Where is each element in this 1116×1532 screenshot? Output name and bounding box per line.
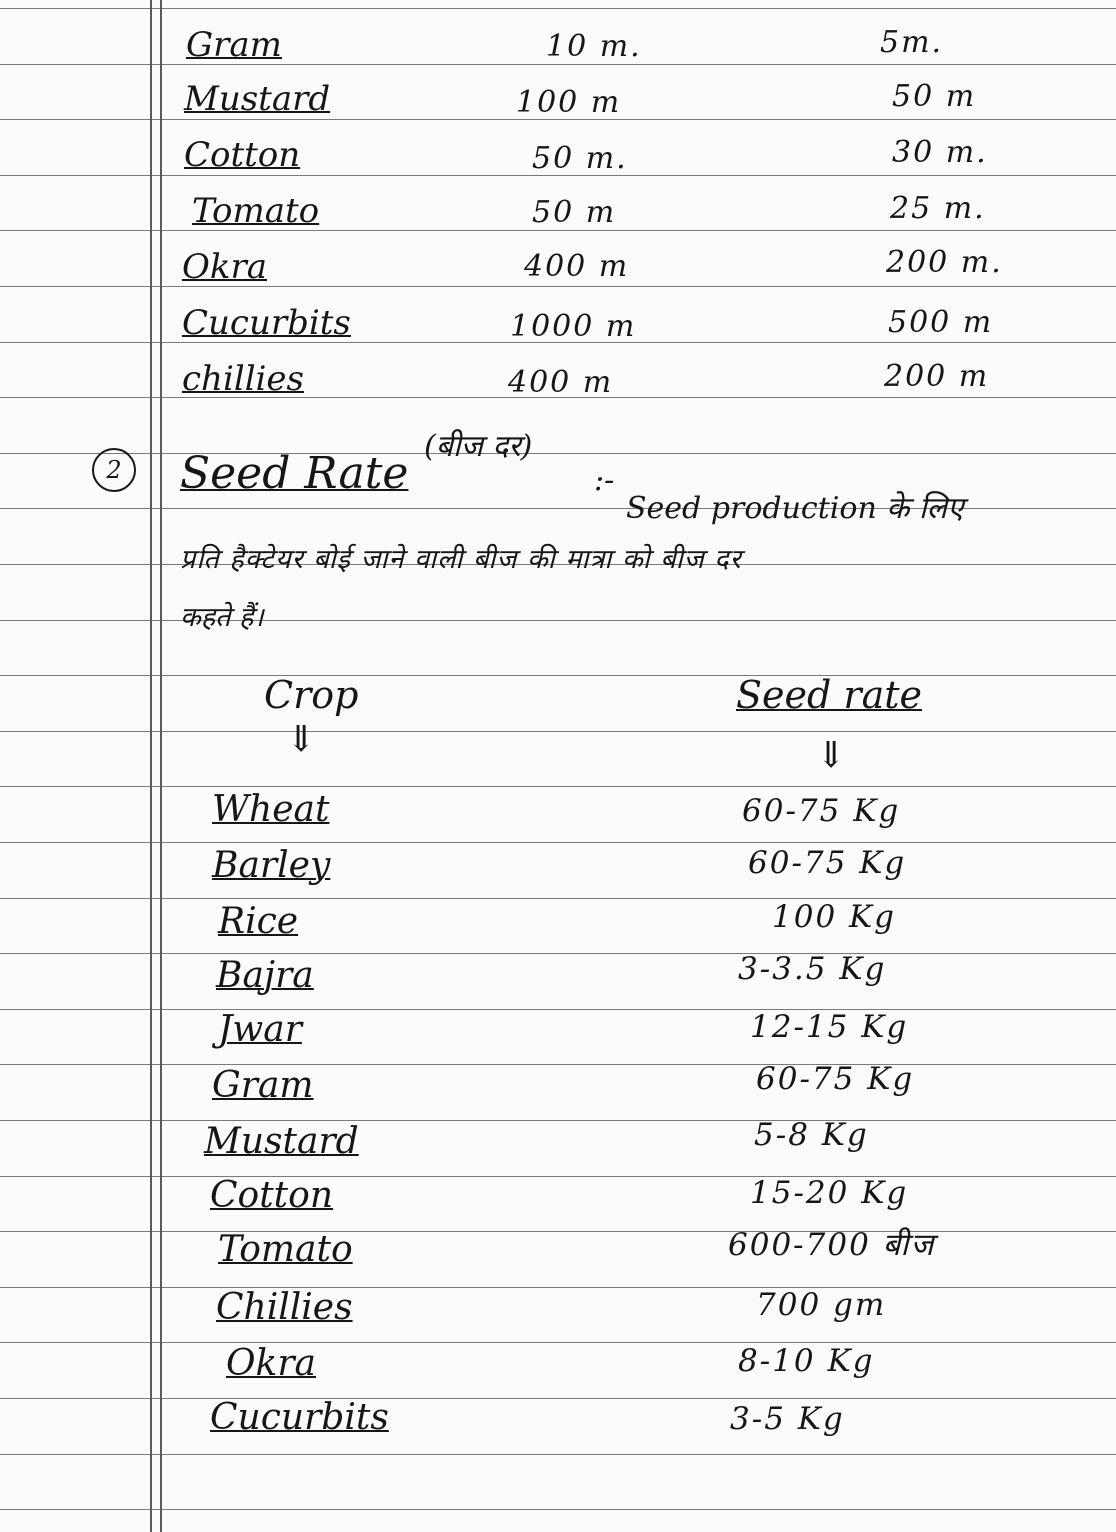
table-row-rate: 12-15 Kg <box>750 1009 909 1045</box>
list-item-value: 50 m <box>532 195 617 230</box>
ruled-line <box>0 1176 1116 1177</box>
list-item-crop: Mustard <box>184 79 331 119</box>
column-header-crop: Crop <box>264 673 359 717</box>
down-arrow-icon: ⇓ <box>286 719 317 760</box>
list-item-crop: Okra <box>182 247 267 287</box>
table-row-rate: 60-75 Kg <box>742 793 901 829</box>
definition-line-3: कहते हैं। <box>180 602 264 633</box>
ruled-line <box>0 1120 1116 1121</box>
list-item-value: 400 m <box>524 249 630 284</box>
table-row-rate: 5-8 Kg <box>754 1117 869 1153</box>
ruled-line <box>0 953 1116 954</box>
section-number: 2 <box>92 448 136 492</box>
section-title: Seed Rate <box>180 448 409 499</box>
ruled-line <box>0 230 1116 231</box>
section-title-hindi: (बीज दर) <box>424 429 533 464</box>
ruled-line <box>0 842 1116 843</box>
table-row-crop: Cucurbits <box>210 1397 389 1438</box>
list-item-value: 400 m <box>508 365 614 400</box>
section-separator: :- <box>594 463 615 498</box>
ruled-line <box>0 1342 1116 1343</box>
list-item-value: 200 m. <box>886 245 1003 280</box>
ruled-line <box>0 1454 1116 1455</box>
table-row-rate: 60-75 Kg <box>756 1061 915 1097</box>
ruled-line <box>0 1064 1116 1065</box>
ruled-line <box>0 453 1116 454</box>
table-row-rate: 3-5 Kg <box>730 1401 845 1437</box>
table-row-crop: Gram <box>212 1065 314 1106</box>
list-item-crop: chillies <box>182 359 305 399</box>
table-row-rate: 60-75 Kg <box>748 845 907 881</box>
list-item-value: 10 m. <box>546 29 642 64</box>
table-row-crop: Wheat <box>212 789 330 830</box>
table-row-crop: Tomato <box>218 1229 353 1270</box>
table-row-rate: 8-10 Kg <box>738 1343 875 1379</box>
ruled-line <box>0 1509 1116 1510</box>
list-item-value: 1000 m <box>510 309 637 344</box>
table-row-crop: Jwar <box>218 1009 302 1050</box>
table-row-crop: Barley <box>212 845 331 886</box>
table-row-crop: Rice <box>218 901 299 942</box>
list-item-crop: Cucurbits <box>182 303 351 343</box>
table-row-rate: 100 Kg <box>772 899 897 935</box>
list-item-crop: Tomato <box>192 191 320 231</box>
ruled-line <box>0 1009 1116 1010</box>
table-row-rate: 700 gm <box>756 1287 887 1323</box>
ruled-line <box>0 898 1116 899</box>
list-item-value: 50 m. <box>532 141 628 176</box>
ruled-line <box>0 1398 1116 1399</box>
table-row-rate: 600-700 बीज <box>728 1227 936 1263</box>
list-item-value: 25 m. <box>890 191 986 226</box>
table-row-rate: 15-20 Kg <box>750 1175 909 1211</box>
list-item-value: 5m. <box>880 25 944 60</box>
table-row-crop: Chillies <box>216 1287 353 1328</box>
list-item-value: 500 m <box>888 305 994 340</box>
ruled-line <box>0 8 1116 9</box>
definition-line-2: प्रति हैक्टेयर बोई जाने वाली बीज की मात्रा को बीज दर <box>180 544 742 575</box>
table-row-crop: Bajra <box>216 955 314 996</box>
ruled-line <box>0 286 1116 287</box>
table-row-crop: Okra <box>226 1343 316 1384</box>
list-item-crop: Cotton <box>184 135 301 175</box>
table-row-crop: Mustard <box>204 1121 359 1162</box>
definition-line-1: Seed production के लिए <box>626 491 964 526</box>
ruled-line <box>0 620 1116 621</box>
ruled-line <box>0 1287 1116 1288</box>
column-header-seed-rate: Seed rate <box>736 673 922 717</box>
list-item-value: 100 m <box>516 85 622 120</box>
margin-line <box>150 0 152 1532</box>
list-item-value: 50 m <box>892 79 977 114</box>
ruled-line <box>0 731 1116 732</box>
list-item-crop: Gram <box>186 25 282 65</box>
ruled-line <box>0 64 1116 65</box>
ruled-line <box>0 1231 1116 1232</box>
down-arrow-icon: ⇓ <box>816 735 847 776</box>
margin-line-second <box>160 0 162 1532</box>
ruled-line <box>0 786 1116 787</box>
list-item-value: 200 m <box>884 359 990 394</box>
table-row-rate: 3-3.5 Kg <box>738 951 887 987</box>
table-row-crop: Cotton <box>210 1175 334 1216</box>
ruled-line <box>0 675 1116 676</box>
list-item-value: 30 m. <box>892 135 988 170</box>
